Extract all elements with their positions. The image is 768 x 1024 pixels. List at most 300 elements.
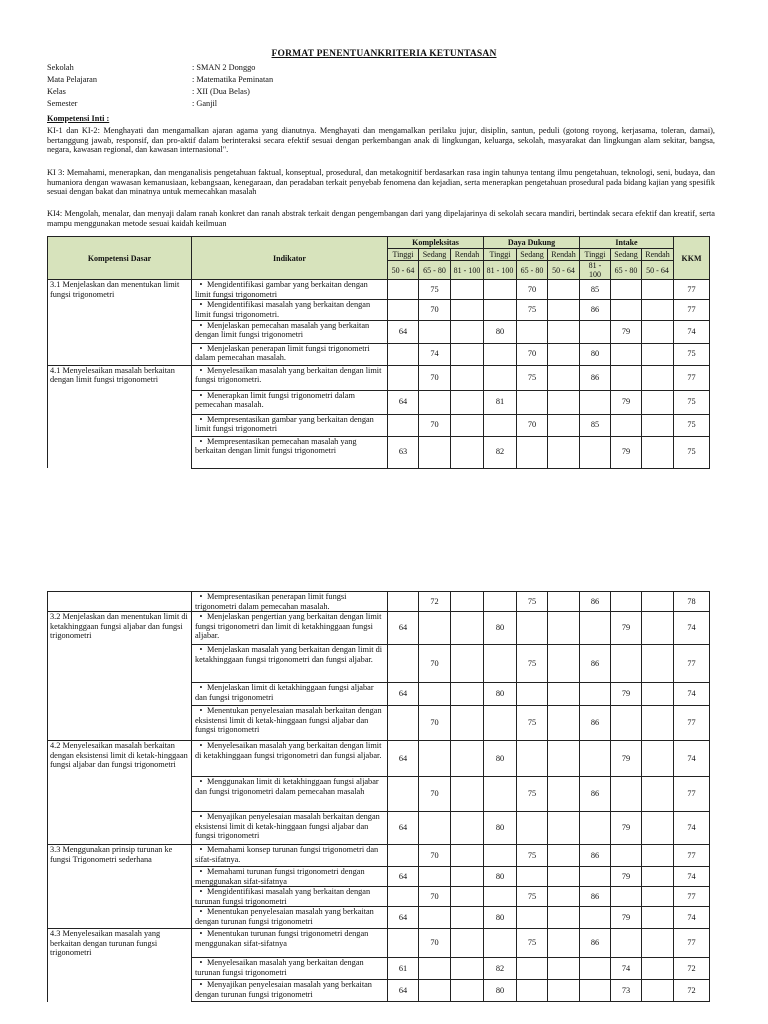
score-cell: 82 bbox=[484, 436, 517, 468]
kompetensi-dasar-cell bbox=[48, 706, 192, 741]
table-row bbox=[48, 887, 710, 907]
score-cell: 79 bbox=[611, 907, 642, 929]
indikator-cell bbox=[192, 980, 388, 1002]
score-cell bbox=[388, 365, 419, 390]
score-cell: 80 bbox=[484, 867, 517, 887]
score-cell: 86 bbox=[580, 365, 611, 390]
score-cell bbox=[419, 958, 451, 980]
score-cell bbox=[548, 683, 580, 706]
kompetensi-dasar-cell bbox=[48, 812, 192, 845]
bullet-icon: • bbox=[199, 280, 203, 290]
score-cell: 86 bbox=[580, 929, 611, 958]
score-cell bbox=[451, 867, 484, 887]
table-row bbox=[48, 706, 710, 741]
score-cell bbox=[642, 645, 674, 683]
score-cell: 79 bbox=[611, 812, 642, 845]
score-cell bbox=[388, 280, 419, 300]
score-cell bbox=[451, 612, 484, 645]
score-cell bbox=[419, 390, 451, 414]
table-row bbox=[48, 741, 710, 777]
indikator-text: Menjelaskan masalah yang berkaitan dengan limit di ketakhinggaan fungsi trigonometri dan fungsi aljabar. bbox=[195, 645, 383, 664]
info-value: : SMAN 2 Donggo bbox=[192, 63, 256, 72]
score-cell bbox=[388, 414, 419, 436]
score-cell bbox=[451, 365, 484, 390]
score-cell: 75 bbox=[517, 845, 548, 867]
indikator-cell bbox=[192, 645, 388, 683]
header-level: Tinggi bbox=[484, 249, 517, 261]
bullet-icon: • bbox=[199, 907, 203, 917]
score-cell bbox=[451, 887, 484, 907]
score-cell bbox=[580, 980, 611, 1002]
indikator-text: Menentukan turunan fungsi trigonometri dengan menggunakan sifat-sifatnya bbox=[195, 929, 369, 948]
score-cell bbox=[484, 706, 517, 741]
score-cell bbox=[548, 645, 580, 683]
table-row bbox=[48, 280, 710, 300]
header-kkm: KKM bbox=[674, 237, 710, 280]
score-cell bbox=[548, 343, 580, 365]
score-cell bbox=[642, 300, 674, 320]
header-range: 65 - 80 bbox=[419, 261, 451, 280]
header-range: 50 - 64 bbox=[642, 261, 674, 280]
indikator-cell bbox=[192, 320, 388, 343]
score-cell: 70 bbox=[419, 365, 451, 390]
score-cell: 81 bbox=[484, 390, 517, 414]
kompetensi-dasar-cell: 3.1 Menjelaskan dan menentukan limit fungsi trigonometri bbox=[48, 280, 192, 300]
kompetensi-dasar-cell: 4.1 Menyelesaikan masalah berkaitan dengan limit fungsi trigonometri bbox=[48, 365, 192, 390]
bullet-icon: • bbox=[199, 812, 203, 822]
indikator-text: Menjelaskan penerapan limit fungsi trigonometri dalam pemecahan masalah. bbox=[195, 343, 370, 363]
score-cell bbox=[580, 436, 611, 468]
score-cell bbox=[548, 320, 580, 343]
score-cell bbox=[548, 414, 580, 436]
score-cell: 70 bbox=[419, 777, 451, 812]
header-range: 81 - 100 bbox=[451, 261, 484, 280]
ki-3-paragraph: KI 3: Memahami, menerapkan, dan menganalisis pengetahuan faktual, konseptual, prosedural, dan metakognitif berdasarkan rasa ingin tahunya tentang ilmu pengetahuan, teknologi, seni, budaya, dan humaniora dengan wawasan kemanusiaan, kebangsaan, kenegaraan, dan peradaban terkait penyebab fenomena dan kejadian, serta menerapkan pengetahuan prosedural pada bidang kajian yang spesifik sesuai dengan bakat dan minatnya untuk memecahkan masalah bbox=[47, 168, 715, 197]
kompetensi-dasar-cell bbox=[48, 887, 192, 907]
score-cell bbox=[580, 612, 611, 645]
kompetensi-dasar-cell bbox=[48, 645, 192, 683]
indikator-text: Mengidentifikasi masalah yang berkaitan dengan limit fungsi trigonometri. bbox=[195, 300, 371, 319]
score-cell bbox=[451, 436, 484, 468]
score-cell bbox=[611, 845, 642, 867]
score-cell bbox=[642, 867, 674, 887]
score-cell bbox=[580, 683, 611, 706]
score-cell bbox=[419, 612, 451, 645]
kkm-cell: 75 bbox=[674, 436, 710, 468]
info-label: Mata Pelajaran bbox=[47, 75, 97, 84]
score-cell bbox=[388, 777, 419, 812]
kkm-table-part-1 bbox=[47, 236, 710, 469]
header-daya-dukung: Daya Dukung bbox=[484, 237, 580, 249]
score-cell bbox=[451, 929, 484, 958]
bullet-icon: • bbox=[199, 436, 203, 446]
score-cell: 75 bbox=[419, 280, 451, 300]
score-cell bbox=[517, 320, 548, 343]
kompetensi-dasar-cell bbox=[48, 390, 192, 414]
header-range: 81 - 100 bbox=[580, 261, 611, 280]
kkm-cell: 75 bbox=[674, 343, 710, 365]
bullet-icon: • bbox=[199, 706, 203, 716]
score-cell bbox=[517, 812, 548, 845]
bullet-icon: • bbox=[199, 343, 203, 353]
score-cell bbox=[517, 907, 548, 929]
score-cell: 63 bbox=[388, 436, 419, 468]
document-title: FORMAT PENENTUANKRITERIA KETUNTASAN bbox=[271, 49, 497, 59]
kkm-cell: 77 bbox=[674, 887, 710, 907]
score-cell bbox=[548, 706, 580, 741]
score-cell bbox=[548, 280, 580, 300]
score-cell: 64 bbox=[388, 980, 419, 1002]
score-cell bbox=[484, 592, 517, 612]
score-cell: 85 bbox=[580, 280, 611, 300]
indikator-cell bbox=[192, 280, 388, 300]
bullet-icon: • bbox=[199, 887, 203, 897]
score-cell bbox=[611, 929, 642, 958]
kkm-cell: 77 bbox=[674, 645, 710, 683]
info-value: : XII (Dua Belas) bbox=[192, 87, 250, 96]
score-cell bbox=[611, 414, 642, 436]
indikator-text: Mempresentasikan penerapan limit fungsi trigonometri dalam pemecahan masalah. bbox=[195, 592, 347, 611]
score-cell bbox=[451, 777, 484, 812]
header-range: 50 - 64 bbox=[548, 261, 580, 280]
score-cell bbox=[484, 777, 517, 812]
indikator-text: Menjelaskan limit di ketakhinggaan fungsi aljabar dan fungsi trigonometri bbox=[195, 683, 374, 702]
score-cell: 86 bbox=[580, 706, 611, 741]
indikator-cell bbox=[192, 300, 388, 320]
score-cell: 70 bbox=[419, 887, 451, 907]
score-cell: 75 bbox=[517, 300, 548, 320]
indikator-cell bbox=[192, 436, 388, 468]
score-cell bbox=[388, 592, 419, 612]
bullet-icon: • bbox=[199, 980, 203, 990]
score-cell bbox=[642, 907, 674, 929]
header-kompleksitas: Kompleksitas bbox=[388, 237, 484, 249]
indikator-text: Menentukan penyelesaian masalah yang berkaitan dengan turunan fungsi trigonometri bbox=[195, 907, 374, 926]
score-cell bbox=[611, 300, 642, 320]
score-cell: 70 bbox=[419, 645, 451, 683]
score-cell: 74 bbox=[419, 343, 451, 365]
score-cell: 80 bbox=[484, 812, 517, 845]
indikator-cell bbox=[192, 887, 388, 907]
score-cell bbox=[642, 929, 674, 958]
score-cell bbox=[517, 612, 548, 645]
score-cell: 70 bbox=[419, 929, 451, 958]
table-row bbox=[48, 436, 710, 468]
info-label: Sekolah bbox=[47, 63, 74, 72]
score-cell bbox=[419, 683, 451, 706]
score-cell bbox=[580, 390, 611, 414]
score-cell bbox=[642, 365, 674, 390]
indikator-cell bbox=[192, 845, 388, 867]
score-cell bbox=[611, 280, 642, 300]
score-cell bbox=[548, 592, 580, 612]
bullet-icon: • bbox=[199, 365, 203, 375]
score-cell: 61 bbox=[388, 958, 419, 980]
table-row bbox=[48, 683, 710, 706]
info-row-subject bbox=[47, 75, 273, 87]
indikator-text: Menyelesaikan masalah yang berkaitan dengan turunan fungsi trigonometri bbox=[195, 958, 364, 977]
score-cell bbox=[642, 592, 674, 612]
score-cell: 82 bbox=[484, 958, 517, 980]
score-cell bbox=[451, 645, 484, 683]
header-range: 50 - 64 bbox=[388, 261, 419, 280]
score-cell: 80 bbox=[484, 612, 517, 645]
indikator-text: Menerapkan limit fungsi trigonometri dalam pemecahan masalah. bbox=[195, 390, 355, 410]
score-cell bbox=[642, 390, 674, 414]
score-cell: 70 bbox=[517, 280, 548, 300]
kkm-cell: 75 bbox=[674, 390, 710, 414]
kkm-table-part-2 bbox=[47, 591, 710, 1002]
indikator-cell bbox=[192, 958, 388, 980]
score-cell bbox=[548, 741, 580, 777]
kompetensi-dasar-cell bbox=[48, 867, 192, 887]
score-cell bbox=[642, 887, 674, 907]
score-cell: 80 bbox=[484, 320, 517, 343]
score-cell bbox=[484, 414, 517, 436]
score-cell: 86 bbox=[580, 300, 611, 320]
kkm-cell: 77 bbox=[674, 365, 710, 390]
score-cell: 64 bbox=[388, 867, 419, 887]
info-row-semester bbox=[47, 99, 273, 111]
score-cell bbox=[611, 645, 642, 683]
kkm-cell: 77 bbox=[674, 777, 710, 812]
indikator-text: Menjelaskan pengertian yang berkaitan dengan limit fungsi trigonometri dan limit di ketakhinggaan fungsi aljabar. bbox=[195, 612, 382, 641]
kkm-cell: 74 bbox=[674, 320, 710, 343]
indikator-text: Menyajikan penyelesaian masalah berkaitan dengan eksistensi limit di ketak-hinggaan fungsi aljabar dan fungsi trigonometri bbox=[195, 812, 380, 841]
score-cell: 70 bbox=[517, 343, 548, 365]
score-cell bbox=[580, 907, 611, 929]
header-range: 65 - 80 bbox=[517, 261, 548, 280]
score-cell bbox=[642, 741, 674, 777]
bullet-icon: • bbox=[199, 645, 203, 655]
score-cell: 80 bbox=[484, 980, 517, 1002]
score-cell bbox=[517, 958, 548, 980]
score-cell bbox=[451, 845, 484, 867]
header-level: Rendah bbox=[548, 249, 580, 261]
score-cell bbox=[451, 300, 484, 320]
kkm-cell: 77 bbox=[674, 300, 710, 320]
score-cell: 64 bbox=[388, 612, 419, 645]
kompetensi-dasar-cell bbox=[48, 777, 192, 812]
info-row-class bbox=[47, 87, 273, 99]
score-cell bbox=[642, 414, 674, 436]
ki-1-2-paragraph: KI-1 dan KI-2: Menghayati dan mengamalkan ajaran agama yang dianutnya. Menghayati dan mengamalkan perilaku jujur, disiplin, santun, peduli (gotong royong, kerjasama, toleran, damai), bertanggung jawab, responsif, dan pro-aktif dalam berinteraksi secara efektif sesuai dengan perkembangan anak di lingkungan, keluarga, sekolah, masyarakat dan lingkungan alam sekitar, bangsa, negara, kawasan regional, dan kawasan internasional". bbox=[47, 126, 715, 155]
score-cell bbox=[580, 812, 611, 845]
score-cell bbox=[451, 320, 484, 343]
indikator-cell bbox=[192, 683, 388, 706]
indikator-cell bbox=[192, 390, 388, 414]
indikator-text: Mempresentasikan gambar yang berkaitan dengan limit fungsi trigonometri bbox=[195, 414, 374, 434]
table-row bbox=[48, 365, 710, 390]
score-cell: 80 bbox=[580, 343, 611, 365]
score-cell bbox=[419, 436, 451, 468]
table-row bbox=[48, 390, 710, 414]
score-cell bbox=[580, 320, 611, 343]
bullet-icon: • bbox=[199, 300, 203, 310]
score-cell bbox=[642, 320, 674, 343]
indikator-text: Mengidentifikasi gambar yang berkaitan dengan limit fungsi trigonometri bbox=[195, 280, 368, 299]
score-cell: 79 bbox=[611, 683, 642, 706]
score-cell bbox=[580, 958, 611, 980]
info-label: Semester bbox=[47, 99, 78, 108]
score-cell bbox=[484, 280, 517, 300]
info-value: : Ganjil bbox=[192, 99, 218, 108]
score-cell bbox=[611, 365, 642, 390]
score-cell bbox=[388, 845, 419, 867]
score-cell bbox=[419, 980, 451, 1002]
table-row bbox=[48, 300, 710, 320]
score-cell: 75 bbox=[517, 645, 548, 683]
score-cell bbox=[548, 867, 580, 887]
indikator-text: Mengidentifikasi masalah yang berkaitan dengan turunan fungsi trigonometri bbox=[195, 887, 371, 906]
bullet-icon: • bbox=[199, 414, 203, 424]
score-cell bbox=[451, 980, 484, 1002]
bullet-icon: • bbox=[199, 390, 203, 400]
score-cell bbox=[642, 343, 674, 365]
score-cell bbox=[517, 867, 548, 887]
kompetensi-dasar-cell: 4.3 Menyelesaikan masalah yang berkaitan dengan turunan fungsi trigonometri bbox=[48, 929, 192, 958]
score-cell: 75 bbox=[517, 777, 548, 812]
score-cell: 79 bbox=[611, 390, 642, 414]
score-cell bbox=[388, 887, 419, 907]
identity-block bbox=[47, 63, 273, 111]
kkm-cell: 72 bbox=[674, 980, 710, 1002]
indikator-text: Memahami konsep turunan fungsi trigonometri dan sifat-sifatnya. bbox=[195, 845, 379, 864]
header-level: Rendah bbox=[451, 249, 484, 261]
score-cell bbox=[611, 777, 642, 812]
score-cell bbox=[484, 645, 517, 683]
bullet-icon: • bbox=[199, 867, 203, 877]
score-cell bbox=[451, 907, 484, 929]
kompetensi-dasar-cell bbox=[48, 980, 192, 1002]
kkm-cell: 74 bbox=[674, 812, 710, 845]
score-cell bbox=[548, 436, 580, 468]
score-cell bbox=[642, 845, 674, 867]
table-row bbox=[48, 414, 710, 436]
score-cell bbox=[388, 706, 419, 741]
score-cell: 79 bbox=[611, 867, 642, 887]
bullet-icon: • bbox=[199, 612, 203, 622]
score-cell: 64 bbox=[388, 320, 419, 343]
table-row bbox=[48, 592, 710, 612]
indikator-cell bbox=[192, 867, 388, 887]
indikator-cell bbox=[192, 907, 388, 929]
bullet-icon: • bbox=[199, 741, 203, 751]
indikator-text: Menentukan penyelesaian masalah berkaitan dengan eksistensi limit di ketak-hinggaan fungsi aljabar dan fungsi trigonometri bbox=[195, 706, 382, 735]
score-cell bbox=[642, 612, 674, 645]
score-cell bbox=[611, 706, 642, 741]
score-cell bbox=[419, 320, 451, 343]
score-cell: 86 bbox=[580, 845, 611, 867]
score-cell bbox=[548, 612, 580, 645]
score-cell bbox=[642, 958, 674, 980]
score-cell bbox=[419, 867, 451, 887]
score-cell bbox=[484, 845, 517, 867]
score-cell: 80 bbox=[484, 683, 517, 706]
score-cell bbox=[451, 592, 484, 612]
score-cell: 86 bbox=[580, 777, 611, 812]
indikator-text: Menjelaskan pemecahan masalah yang berkaitan dengan limit fungsi trigonometri bbox=[195, 320, 370, 340]
table-row bbox=[48, 612, 710, 645]
score-cell: 79 bbox=[611, 320, 642, 343]
kompetensi-dasar-cell bbox=[48, 343, 192, 365]
kkm-cell: 74 bbox=[674, 683, 710, 706]
ki-4-paragraph: KI4: Mengolah, menalar, dan menyaji dalam ranah konkret dan ranah abstrak terkait dengan pengembangan dari yang dipelajarinya di sekolah secara mandiri, bertindak secara efektif dan kreatif, serta mampu menggunakan metode sesuai kaidah keilmuan bbox=[47, 209, 715, 228]
score-cell bbox=[388, 929, 419, 958]
table-row bbox=[48, 958, 710, 980]
score-cell: 73 bbox=[611, 980, 642, 1002]
score-cell bbox=[451, 414, 484, 436]
score-cell bbox=[484, 300, 517, 320]
score-cell bbox=[548, 777, 580, 812]
kompetensi-dasar-cell bbox=[48, 683, 192, 706]
kkm-cell: 77 bbox=[674, 845, 710, 867]
header-level: Sedang bbox=[517, 249, 548, 261]
indikator-text: Menyajikan penyelesaian masalah yang berkaitan dengan turunan fungsi trigonometri bbox=[195, 980, 372, 999]
table-row bbox=[48, 845, 710, 867]
table-row bbox=[48, 980, 710, 1002]
indikator-cell bbox=[192, 592, 388, 612]
score-cell bbox=[548, 300, 580, 320]
indikator-cell bbox=[192, 612, 388, 645]
table-row bbox=[48, 907, 710, 929]
kompetensi-dasar-cell: 3.3 Menggunakan prinsip turunan ke fungsi Trigonometri sederhana bbox=[48, 845, 192, 867]
header-level: Tinggi bbox=[580, 249, 611, 261]
bullet-icon: • bbox=[199, 777, 203, 787]
score-cell bbox=[548, 365, 580, 390]
score-cell: 64 bbox=[388, 683, 419, 706]
score-cell bbox=[517, 980, 548, 1002]
score-cell bbox=[388, 645, 419, 683]
score-cell: 75 bbox=[517, 365, 548, 390]
score-cell: 80 bbox=[484, 907, 517, 929]
header-level: Tinggi bbox=[388, 249, 419, 261]
score-cell bbox=[548, 929, 580, 958]
score-cell bbox=[419, 812, 451, 845]
score-cell: 79 bbox=[611, 436, 642, 468]
kompetensi-dasar-cell bbox=[48, 907, 192, 929]
table-row bbox=[48, 867, 710, 887]
score-cell bbox=[451, 958, 484, 980]
header-range: 81 - 100 bbox=[484, 261, 517, 280]
score-cell: 72 bbox=[419, 592, 451, 612]
score-cell bbox=[451, 683, 484, 706]
score-cell bbox=[642, 980, 674, 1002]
score-cell bbox=[548, 887, 580, 907]
indikator-cell bbox=[192, 706, 388, 741]
kkm-cell: 77 bbox=[674, 929, 710, 958]
score-cell: 86 bbox=[580, 645, 611, 683]
score-cell: 75 bbox=[517, 706, 548, 741]
score-cell bbox=[484, 929, 517, 958]
info-row-school bbox=[47, 63, 273, 75]
bullet-icon: • bbox=[199, 845, 203, 855]
score-cell bbox=[451, 280, 484, 300]
kompetensi-dasar-cell bbox=[48, 414, 192, 436]
kompetensi-dasar-cell bbox=[48, 592, 192, 612]
kkm-cell: 72 bbox=[674, 958, 710, 980]
score-cell bbox=[484, 343, 517, 365]
score-cell: 64 bbox=[388, 907, 419, 929]
bullet-icon: • bbox=[199, 929, 203, 939]
kkm-cell: 77 bbox=[674, 280, 710, 300]
score-cell: 80 bbox=[484, 741, 517, 777]
indikator-text: Mempresentasikan pemecahan masalah yang berkaitan dengan limit fungsi trigonometri bbox=[195, 436, 357, 456]
score-cell bbox=[484, 887, 517, 907]
score-cell: 70 bbox=[419, 706, 451, 741]
score-cell bbox=[451, 390, 484, 414]
score-cell bbox=[642, 280, 674, 300]
